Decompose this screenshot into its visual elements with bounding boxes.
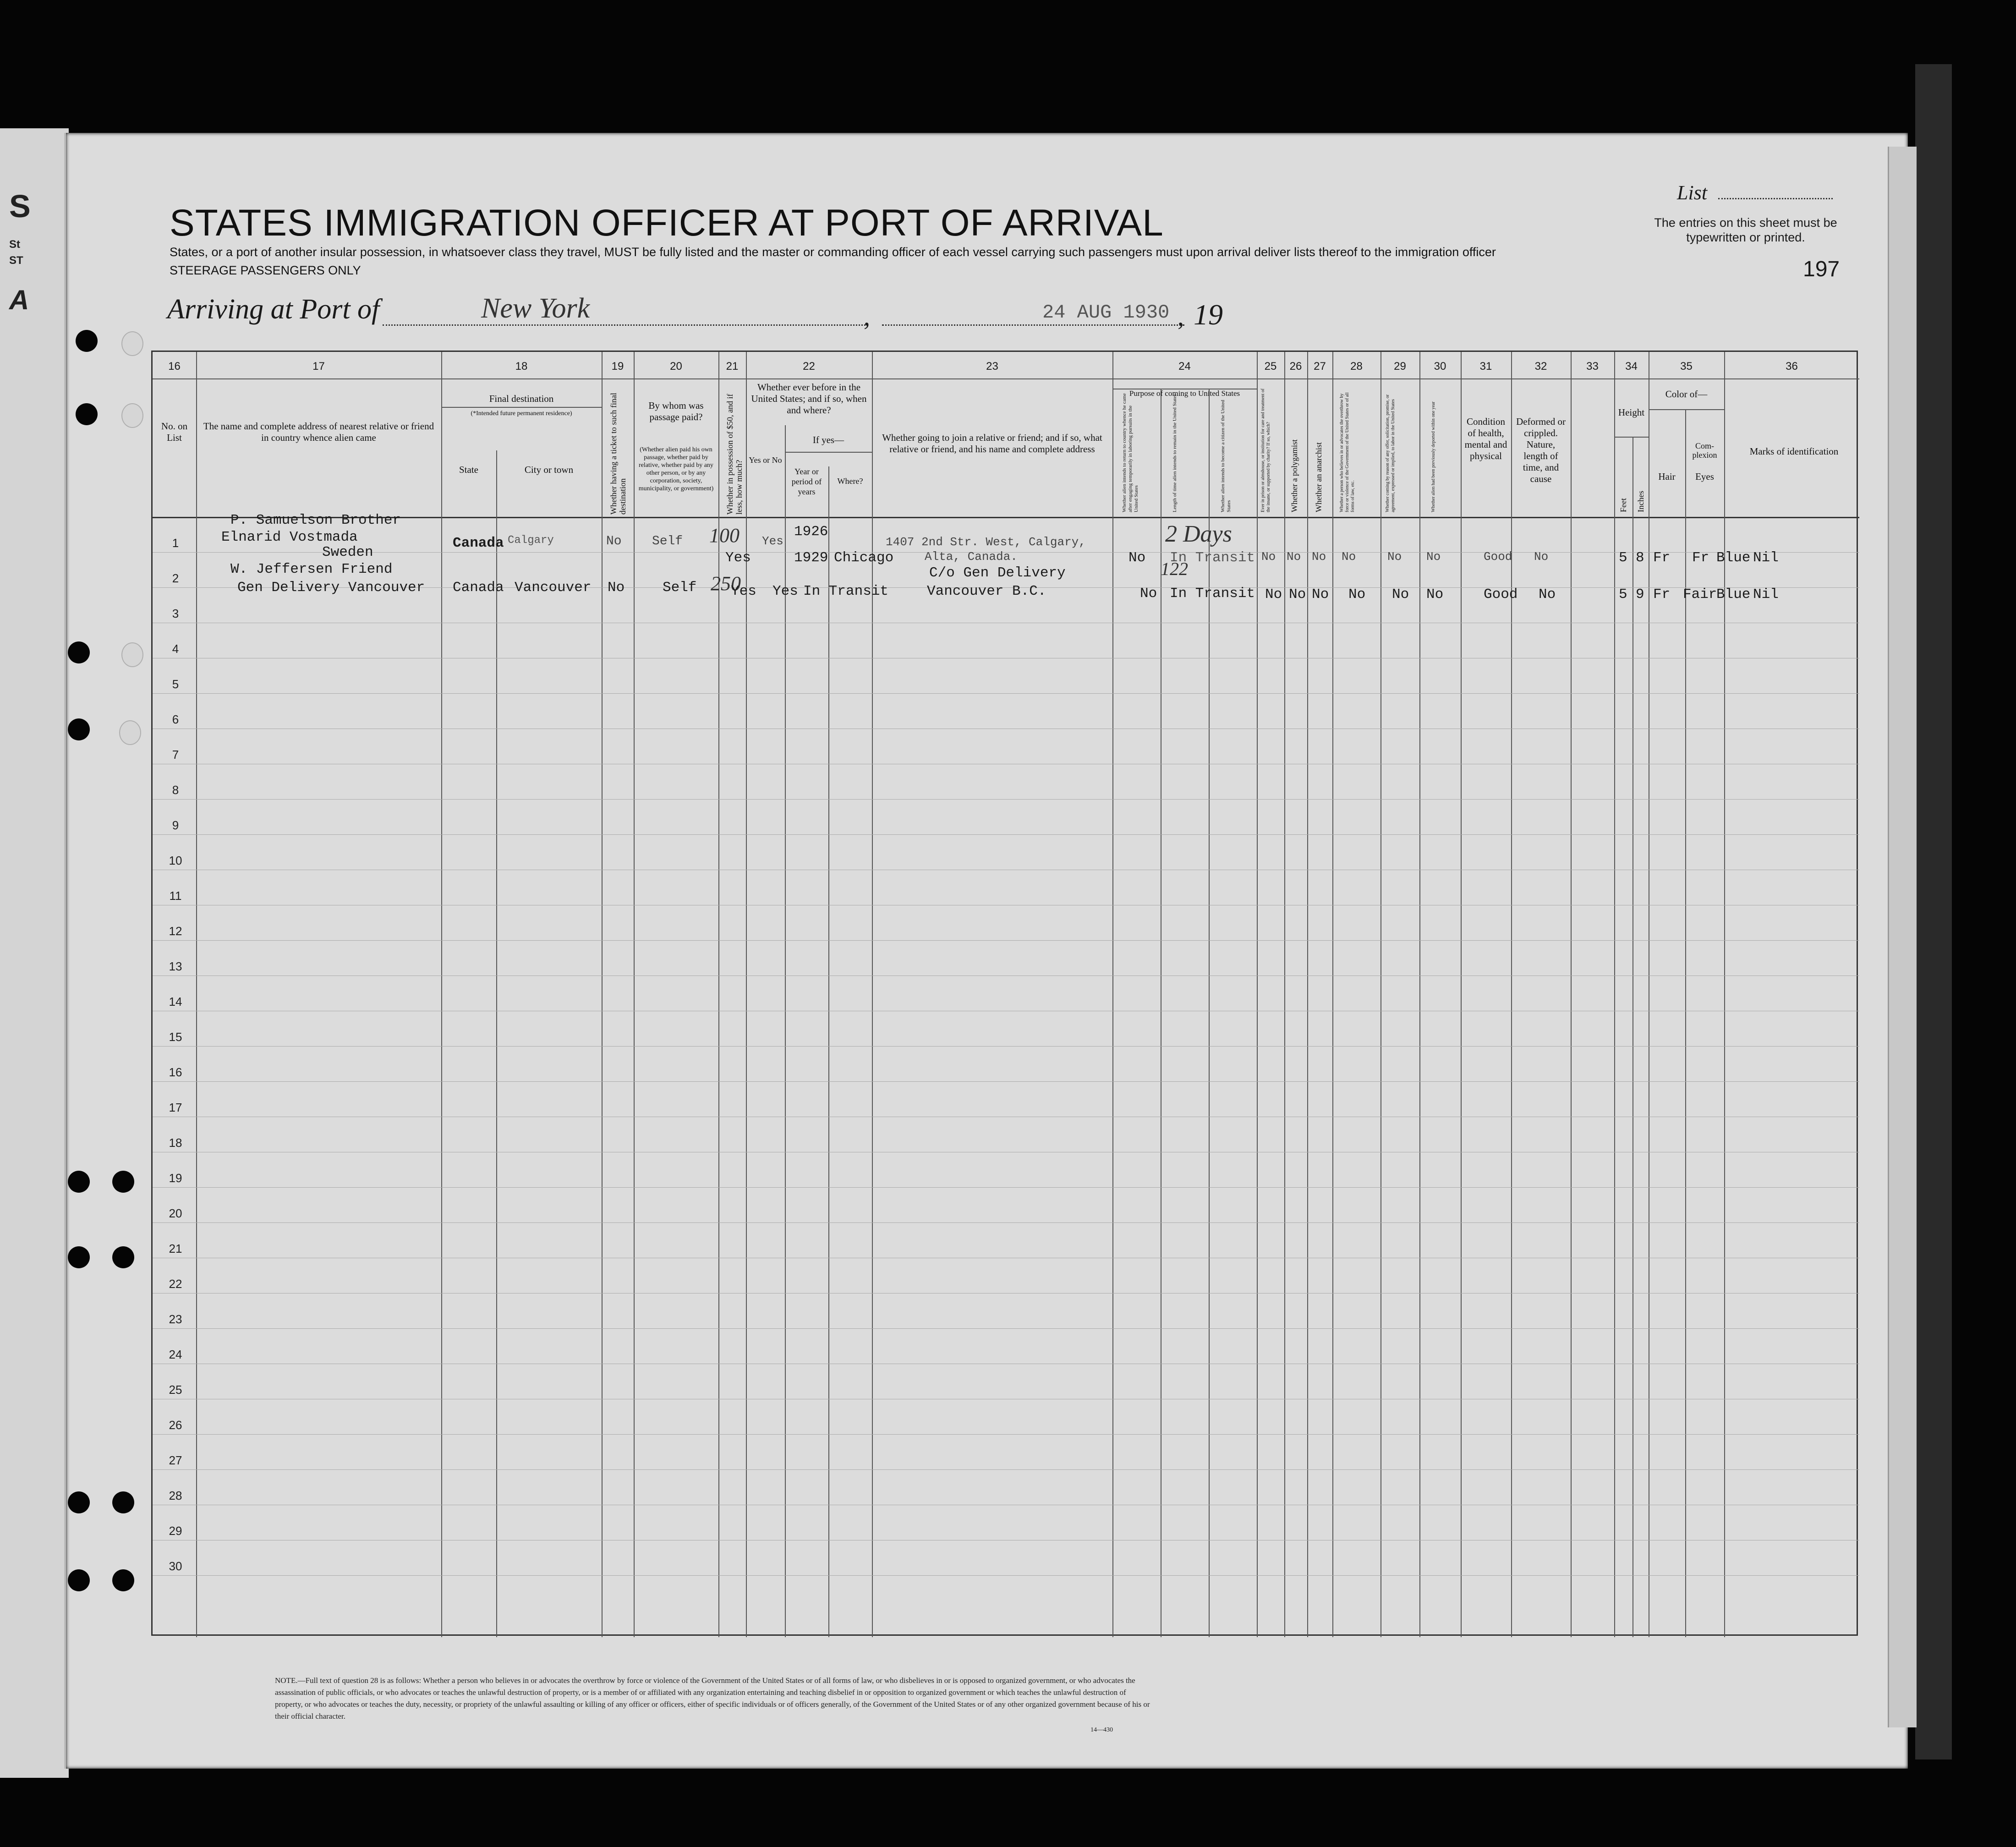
header-rule (153, 378, 1859, 379)
header-height: Height (1618, 407, 1645, 418)
entry-year: 1926 (794, 524, 828, 540)
entry-inches: 9 (1636, 586, 1644, 603)
row-number: 23 (169, 1312, 182, 1326)
entry-eyes: Blue (1716, 586, 1751, 603)
row-number: 28 (169, 1489, 182, 1502)
column-number: 19 (611, 360, 624, 373)
column-divider (1307, 352, 1308, 1637)
column-divider (634, 352, 635, 1637)
row-number: 17 (169, 1101, 182, 1114)
column-number: 27 (1314, 360, 1326, 373)
row-number: 3 (172, 607, 179, 620)
row-number: 24 (169, 1348, 182, 1361)
entry-q30: No (1426, 550, 1441, 564)
header-purpose-citizen: Whether alien intends to become a citizen of the United States (1220, 400, 1232, 512)
column-divider (785, 425, 786, 1637)
row-number: 22 (169, 1277, 182, 1291)
row-rule (153, 834, 1859, 835)
year-prefix: 19 (1194, 298, 1223, 331)
row-number: 27 (169, 1453, 182, 1467)
scan-edge-dark (1915, 64, 1952, 1759)
arriving-label: Arriving at Port of (167, 294, 380, 325)
column-number: 31 (1479, 360, 1492, 373)
column-divider (1419, 352, 1420, 1637)
row-number: 30 (169, 1559, 182, 1573)
entry-relative: P. Samuelson Brother (230, 512, 401, 528)
binder-hole (68, 1171, 90, 1193)
column-divider (602, 352, 603, 1637)
header-polygamist: Whether a polygamist (1290, 439, 1299, 512)
row-number: 12 (169, 924, 182, 938)
entry-length-of-stay: In Transit (1170, 550, 1255, 566)
header-deformed: Deformed or crippled. Nature, length of time, and cause (1516, 416, 1566, 484)
entry-where: In Transit (803, 583, 889, 599)
row-number: 11 (169, 889, 182, 903)
header-complexion: Com-plexion (1692, 441, 1717, 460)
header-prison: Ever in prison or almshouse, or institution for care and treatment of the insane, or supported by charity? If so, which? (1260, 389, 1271, 512)
binder-hole (68, 718, 90, 740)
column-number: 22 (803, 360, 815, 373)
page-edge-right (1888, 147, 1917, 1727)
entry-before-yes: Yes (762, 534, 783, 548)
column-divider (1511, 352, 1512, 1637)
row-number: 16 (169, 1065, 182, 1079)
entry-paid-by: Self (652, 534, 683, 548)
column-number: 34 (1625, 360, 1638, 373)
entry-city: Vancouver (515, 580, 592, 596)
form-number: 14—430 (1090, 1726, 1113, 1733)
row-rule (153, 799, 1859, 800)
column-divider (1112, 352, 1113, 1637)
previous-page-edge (0, 128, 69, 1778)
list-number-line (1718, 198, 1833, 199)
row-number: 8 (172, 783, 179, 797)
entry-feet: 5 (1619, 550, 1627, 566)
header-eyes: Eyes (1695, 471, 1714, 482)
column-divider (828, 466, 829, 1637)
column-number: 25 (1264, 360, 1277, 373)
row-rule (153, 1575, 1859, 1576)
row-rule (153, 1328, 1859, 1329)
entry-relative-address: Gen Delivery Vancouver (237, 580, 425, 596)
entry-join-address-2: Alta, Canada. (925, 550, 1018, 564)
entry-money: 250 (711, 572, 741, 595)
column-number: 32 (1534, 360, 1547, 373)
column-divider (1571, 352, 1572, 1637)
subheader-rule (785, 452, 872, 453)
binder-hole (112, 1246, 134, 1268)
binder-hole-ring (119, 720, 141, 745)
row-rule (153, 1081, 1859, 1082)
header-anarchist: Whether an anarchist (1314, 442, 1323, 512)
comma: , (1178, 303, 1184, 331)
entry-prison: No (1261, 550, 1276, 564)
header-state: State (459, 464, 478, 475)
row-number: 1 (172, 536, 179, 550)
entry-join-address: 1407 2nd Str. West, Calgary, (886, 535, 1086, 549)
header-purpose-return: Whether alien intends to return to country whence he came after engaging temporarily in laboring pursuits in the United States (1122, 393, 1139, 512)
row-rule (153, 1222, 1859, 1223)
column-divider (1724, 352, 1725, 1637)
column-divider (1257, 352, 1258, 1637)
header-final-destination: Final destination (489, 393, 554, 404)
entry-inches: 8 (1636, 550, 1644, 566)
header-purpose: Purpose of coming to United States (1129, 389, 1240, 398)
row-number: 19 (169, 1171, 182, 1185)
header-year-period: Year or period of years (791, 467, 822, 496)
handwritten-annotation: 2 Days (1165, 521, 1232, 547)
entry-hair: Fr (1692, 550, 1709, 566)
header-q29: Whether coming by reason of any offer, solicitation, promise, or agreement, expressed or implied, to labor in the United States (1385, 394, 1396, 512)
binder-hole (112, 1569, 134, 1591)
entry-relative-country: Sweden (322, 544, 373, 560)
row-rule (153, 693, 1859, 694)
row-number: 20 (169, 1206, 182, 1220)
header-going-to-join: Whether going to join a relative or friend; and if so, what relative or friend, and his name and complete address (882, 432, 1102, 455)
column-divider (1284, 352, 1285, 1637)
header-inches: Inches (1636, 491, 1645, 512)
header-nearest-relative: The name and complete address of nearest relative or friend in country whence alien came (203, 421, 434, 443)
entry-join-address-2: Vancouver B.C. (927, 583, 1046, 599)
entry-state: Canada (453, 535, 504, 551)
binder-hole-ring (121, 403, 143, 428)
row-number: 25 (169, 1383, 182, 1397)
column-number: 33 (1586, 360, 1599, 373)
column-number: 35 (1680, 360, 1693, 373)
subheader-rule (1614, 437, 1649, 438)
entry-state: Canada (453, 580, 504, 596)
row-number: 9 (172, 818, 179, 832)
column-number: 24 (1178, 360, 1191, 373)
row-rule (153, 1469, 1859, 1470)
entry-ticket: No (606, 534, 622, 548)
header-yes-or-no: Yes or No (749, 455, 782, 465)
entry-before-yes: Yes (772, 583, 798, 599)
row-number: 15 (169, 1030, 182, 1044)
row-number: 4 (172, 642, 179, 656)
binder-hole (68, 1491, 90, 1513)
binder-hole (112, 1171, 134, 1193)
header-passage-paid: By whom was passage paid? (648, 400, 704, 422)
entry-paid-by: Self (663, 580, 697, 596)
header-fifty-dollars: Whether in possession of $50, and if less, how much? (725, 394, 744, 515)
column-divider (1209, 389, 1210, 1637)
page-number: 197 (1803, 257, 1840, 281)
row-number: 13 (169, 959, 182, 973)
entry-hair: Fair (1683, 586, 1717, 603)
entry-q28: No (1342, 550, 1356, 564)
prev-page-fragment: St (9, 238, 20, 251)
port-line (383, 324, 868, 326)
row-number: 18 (169, 1136, 182, 1150)
port-value: New York (481, 293, 590, 324)
row-rule (153, 1187, 1859, 1188)
entry-length-of-stay: In Transit (1170, 586, 1255, 602)
entry-polygamist: No (1289, 586, 1306, 603)
entry-q29: No (1392, 586, 1409, 603)
date-line (882, 324, 1184, 326)
entry-complexion: Fr (1653, 586, 1671, 603)
column-number: 23 (986, 360, 998, 373)
entry-polygamist: No (1287, 550, 1301, 564)
row-number: 7 (172, 748, 179, 762)
header-hair: Hair (1658, 471, 1676, 482)
row-rule (153, 1434, 1859, 1435)
manifest-table (151, 351, 1858, 1636)
binder-hole-ring (121, 331, 143, 356)
entry-health: Good (1484, 586, 1518, 603)
header-if-yes: If yes— (812, 434, 844, 445)
header-final-destination-note: (*Intended future permanent residence) (471, 410, 572, 417)
header-q28: Whether a person who believes in or advocates the overthrow by force or violence of the Government of the United States or of all forms of law, etc. (1339, 392, 1355, 512)
entry-join-address: C/o Gen Delivery (929, 565, 1066, 581)
header-bottom-rule (153, 517, 1859, 518)
binder-hole (112, 1491, 134, 1513)
header-q30: Whether alien had been previously deported within one year (1431, 401, 1436, 512)
entry-money-yes: Yes (731, 583, 756, 599)
binder-hole (68, 1569, 90, 1591)
entry-money-yes: Yes (725, 550, 751, 566)
row-number: 21 (169, 1242, 182, 1255)
entry-prison: No (1265, 586, 1282, 603)
prev-page-fragment: ST (9, 254, 23, 267)
subtitle-class: STEERAGE PASSENGERS ONLY (170, 263, 361, 277)
header-health: Condition of health, mental and physical (1464, 416, 1507, 461)
column-number: 16 (168, 360, 181, 373)
column-divider (1614, 352, 1615, 1637)
column-divider (1461, 352, 1462, 1637)
column-divider (196, 352, 197, 1637)
row-number: 2 (172, 571, 179, 585)
entry-q30: No (1426, 586, 1444, 603)
row-number: 10 (169, 854, 182, 867)
binder-hole (68, 641, 90, 663)
entry-return-intent: No (1129, 550, 1146, 566)
column-number: 30 (1434, 360, 1446, 373)
comma: , (864, 303, 870, 331)
entry-money: 100 (709, 524, 740, 547)
date-stamp: 24 AUG 1930 (1042, 301, 1170, 323)
column-divider (746, 352, 747, 1637)
column-number: 28 (1350, 360, 1363, 373)
column-divider (496, 450, 497, 1637)
header-marks: Marks of identification (1749, 446, 1839, 457)
column-number: 17 (312, 360, 325, 373)
entry-complexion: Fr (1653, 550, 1671, 566)
entry-marks: Nil (1753, 550, 1779, 566)
prev-page-fragment: A (9, 285, 29, 315)
column-divider (1332, 352, 1333, 1637)
entry-eyes: Blue (1716, 550, 1751, 566)
entry-q28: No (1348, 586, 1366, 603)
subtitle-instruction: States, or a port of another insular possession, in whatsoever class they travel, MUST be fully listed and the master or commanding officer of each vessel carrying such passengers must upon arrival deliver lists thereof to the immigration officer (170, 245, 1496, 259)
subheader-rule (441, 407, 602, 408)
page-title: STATES IMMIGRATION OFFICER AT PORT OF ARRIVAL (170, 202, 1164, 244)
row-number: 14 (169, 995, 182, 1008)
row-number: 29 (169, 1524, 182, 1538)
row-rule (153, 940, 1859, 941)
entry-health: Good (1484, 550, 1512, 564)
prev-page-fragment: S (9, 188, 31, 224)
column-number: 36 (1786, 360, 1798, 373)
entry-deformed: No (1539, 586, 1556, 603)
list-label: List (1677, 181, 1708, 204)
handwritten-annotation: 122 (1161, 559, 1188, 579)
column-number: 18 (515, 360, 528, 373)
binder-hole (76, 403, 98, 425)
entry-marks: Nil (1753, 586, 1779, 603)
column-number: 21 (726, 360, 739, 373)
entry-city: Calgary (508, 534, 554, 547)
entry-anarchist: No (1312, 550, 1326, 564)
subheader-rule (1649, 409, 1724, 410)
header-feet: Feet (1619, 498, 1628, 512)
entry-q29: No (1387, 550, 1402, 564)
header-no-on-list: No. on List (161, 421, 188, 443)
binder-hole (76, 330, 98, 352)
column-number: 26 (1289, 360, 1302, 373)
row-number: 5 (172, 677, 179, 691)
entry-year-2: 1929 (794, 550, 828, 566)
row-rule (153, 1046, 1859, 1047)
header-purpose-length: Length of time alien intends to remain in the United States (1172, 394, 1178, 512)
entry-anarchist: No (1312, 586, 1329, 603)
binder-hole-ring (121, 642, 143, 667)
column-divider (872, 352, 873, 1637)
header-passage-paid-note: (Whether alien paid his own passage, whether paid by relative, whether paid by any other person, or by any corporation, society, municipality, or government) (638, 446, 714, 492)
entry-ticket: No (608, 580, 625, 596)
column-number: 29 (1394, 360, 1406, 373)
entry-relative: W. Jeffersen Friend (230, 561, 393, 577)
header-ever-before: Whether ever before in the United States; and if so, when and where? (751, 382, 867, 416)
row-number: 26 (169, 1418, 182, 1432)
header-where: Where? (837, 477, 863, 486)
footer-note: NOTE.—Full text of question 28 is as follows: Whether a person who believes in or advocates the overthrow by force or violence of the Government of the United States or of all forms of law, or who disbelieves in or is opposed to organized government, or who advocates the assassination of public officials, or who advocates or teaches the unlawful destruction of property, or is a member of or affiliated with any organization entertaining and teaching disbelief in or opposition to organized government or which teaches the unlawful destruction of property, or who advocates or teaches the duty, necessity, or propriety of the unlawful assaulting or killing of any officer or officers, either of specific individuals or of officers generally, of the Government of the United States or of any other organized government because of his or their official character. (275, 1676, 1150, 1721)
entry-feet: 5 (1619, 586, 1627, 603)
entry-relative-address: Elnarid Vostmada (221, 529, 358, 545)
header-city: City or town (524, 464, 574, 475)
header-color-of: Color of— (1665, 389, 1708, 400)
row-number: 6 (172, 712, 179, 726)
column-number: 20 (670, 360, 682, 373)
binder-hole (68, 1246, 90, 1268)
entry-where: Chicago (834, 550, 894, 566)
column-divider (441, 352, 442, 1637)
entry-return-intent: No (1140, 586, 1157, 602)
header-ticket: Whether having a ticket to such final destination (609, 393, 627, 515)
entries-note: The entries on this sheet must be typewritten or printed. (1654, 216, 1837, 244)
entry-deformed: No (1534, 550, 1549, 564)
